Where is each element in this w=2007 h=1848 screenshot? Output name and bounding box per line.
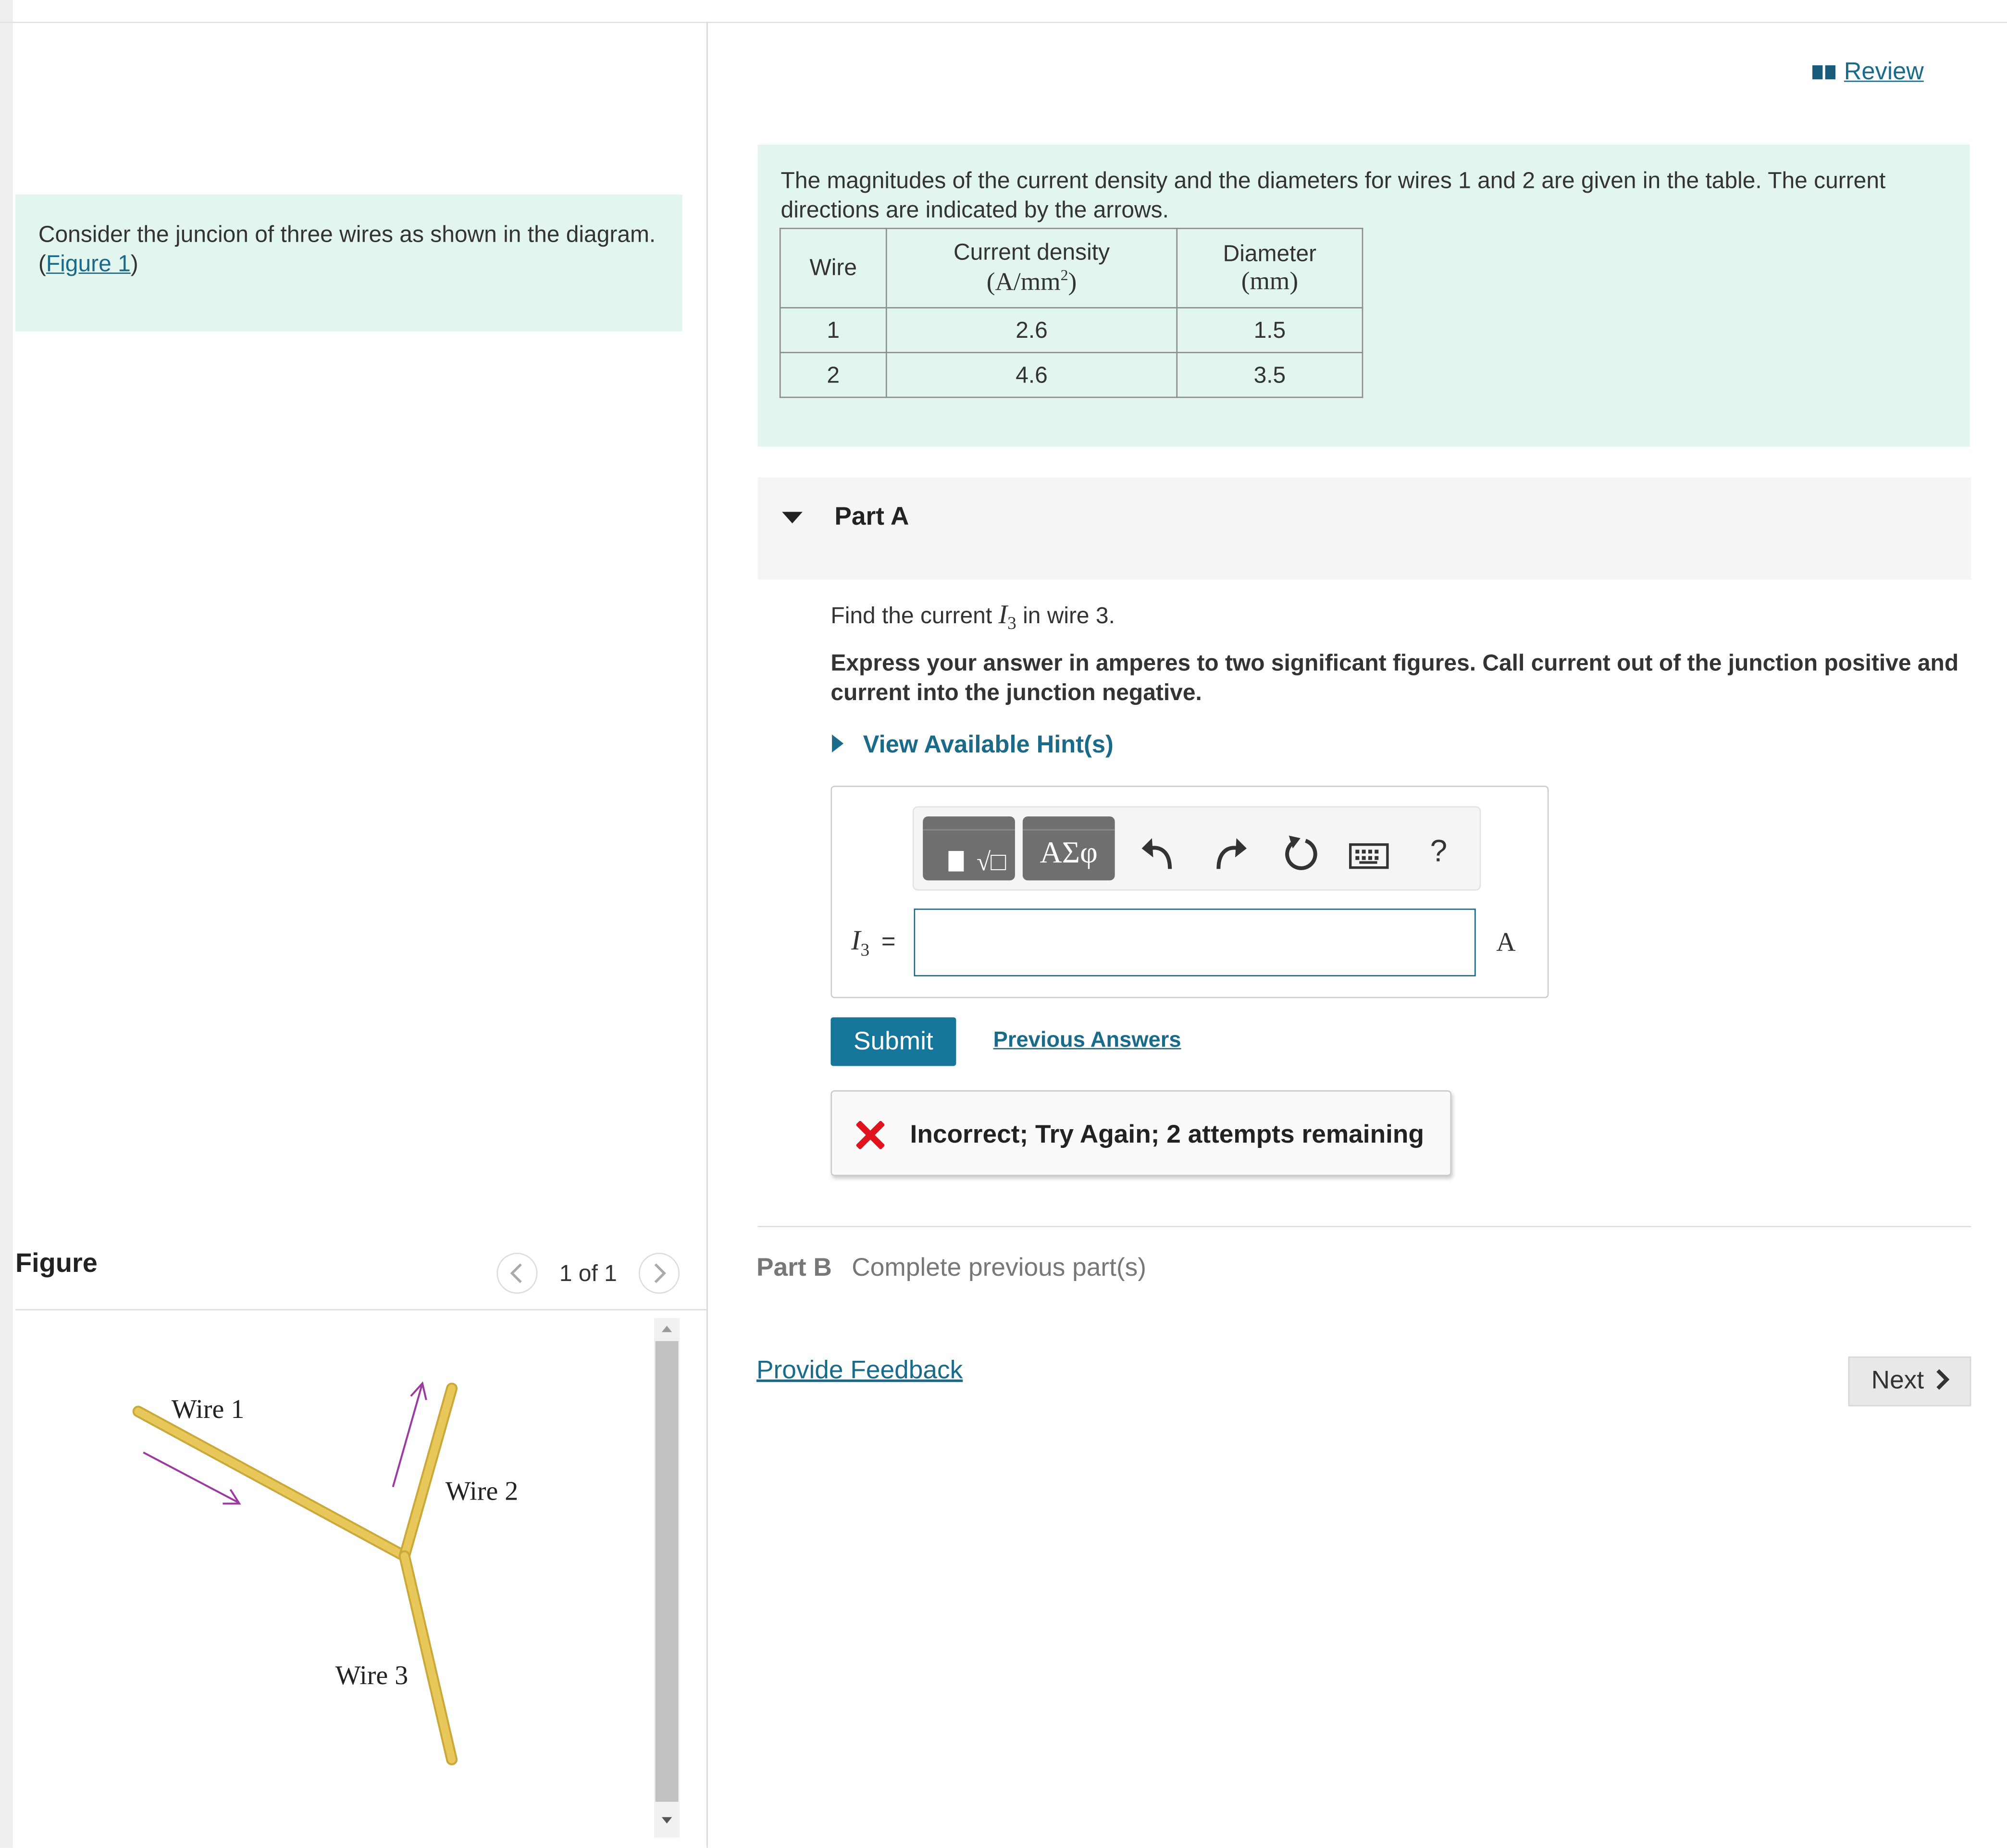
chevron-left-icon — [498, 1254, 536, 1293]
question-text: Find the current $I_3$ in wire 3. — [830, 599, 1115, 634]
answer-unit: A — [1496, 926, 1516, 958]
part-b-header — [756, 1254, 1146, 1283]
cell-diameter: 1.5 — [1177, 308, 1363, 352]
wire2-label: Wire 2 — [445, 1476, 519, 1506]
part-a-header[interactable] — [758, 477, 1971, 579]
figure-link[interactable]: Figure 1 — [46, 250, 131, 277]
cell-wire: 2 — [780, 353, 886, 397]
table-row — [780, 308, 1363, 352]
review-link[interactable] — [1812, 59, 1924, 87]
left-edge — [0, 0, 13, 1848]
symbols-label: ΑΣφ — [1040, 837, 1098, 870]
next-button[interactable] — [1848, 1356, 1971, 1406]
part-a-title: Part A — [834, 503, 909, 531]
wire3-label: Wire 3 — [335, 1660, 409, 1690]
caret-down-icon[interactable] — [781, 509, 804, 527]
answer-input[interactable] — [914, 909, 1476, 976]
header-diameter-label: Diameter — [1223, 240, 1317, 266]
intro-panel — [15, 195, 682, 332]
wire-data-table — [780, 228, 1363, 398]
problem-text: The magnitudes of the current density and the diameters for wires 1 and 2 are given in the table. The current directions are indicated by the arrows. — [780, 167, 1886, 223]
header-wire: Wire — [780, 228, 886, 308]
scroll-up-icon[interactable] — [658, 1322, 676, 1335]
symbols-button[interactable] — [1023, 816, 1115, 880]
wire-junction-diagram — [51, 1318, 640, 1848]
header-current-density — [886, 228, 1177, 308]
part-b-divider — [758, 1226, 1971, 1227]
figure-divider — [15, 1309, 706, 1310]
figure-pager: 1 of 1 — [559, 1260, 617, 1286]
templates-button[interactable] — [923, 816, 1015, 880]
help-icon[interactable]: ? — [1430, 834, 1448, 869]
cell-wire: 1 — [780, 308, 886, 352]
current-arrow-wire2 — [393, 1383, 426, 1487]
chevron-right-icon — [1933, 1368, 1951, 1391]
reset-icon[interactable] — [1279, 833, 1323, 877]
top-divider — [0, 22, 2007, 23]
chevron-right-icon — [640, 1254, 679, 1293]
next-label: Next — [1871, 1367, 1924, 1395]
error-x-icon — [856, 1121, 885, 1149]
undo-icon[interactable] — [1137, 833, 1180, 874]
book-icon — [1812, 62, 1837, 80]
column-divider — [706, 22, 708, 1848]
part-b-label: Part B — [756, 1254, 832, 1282]
wire1-label: Wire 1 — [171, 1394, 245, 1424]
svg-text:√□: √□ — [977, 847, 1006, 874]
cell-density: 2.6 — [886, 308, 1177, 352]
previous-answers-link[interactable]: Previous Answers — [993, 1027, 1181, 1052]
figure-scrollbar-thumb[interactable] — [656, 1341, 679, 1802]
view-hints-label: View Available Hint(s) — [863, 732, 1114, 759]
answer-instructions: Express your answer in amperes to two significant figures. Call current out of the junction positive and current into the junction negative. — [830, 650, 1959, 705]
feedback-text: Incorrect; Try Again; 2 attempts remaining — [910, 1121, 1425, 1149]
keyboard-icon[interactable] — [1349, 841, 1390, 872]
header-density-label: Current density — [954, 239, 1110, 265]
cell-diameter: 3.5 — [1177, 353, 1363, 397]
intro-text: Consider the juncion of three wires as shown in the diagram. ( — [38, 221, 656, 277]
table-row — [780, 353, 1363, 397]
review-label: Review — [1844, 59, 1924, 86]
intro-text-end: ) — [130, 250, 138, 277]
part-b-status: Complete previous part(s) — [852, 1254, 1147, 1282]
header-density-unit: $(A/mm^2)$ — [986, 266, 1077, 296]
view-hints-toggle[interactable] — [830, 732, 1113, 760]
redo-icon[interactable] — [1208, 833, 1252, 874]
figure-title: Figure — [15, 1249, 98, 1279]
submit-button[interactable]: Submit — [830, 1017, 956, 1066]
cell-density: 4.6 — [886, 353, 1177, 397]
caret-right-icon — [830, 733, 846, 754]
sqrt-template-icon — [930, 830, 1007, 874]
header-diameter-unit: (mm) — [1241, 267, 1299, 295]
header-diameter — [1177, 228, 1363, 308]
scroll-down-icon[interactable] — [658, 1814, 676, 1827]
prev-figure-button[interactable] — [496, 1253, 537, 1294]
table-header-row — [780, 228, 1363, 308]
provide-feedback-link[interactable]: Provide Feedback — [756, 1356, 963, 1385]
next-figure-button[interactable] — [639, 1253, 680, 1294]
answer-variable-label: $I_3$ = — [851, 924, 896, 961]
